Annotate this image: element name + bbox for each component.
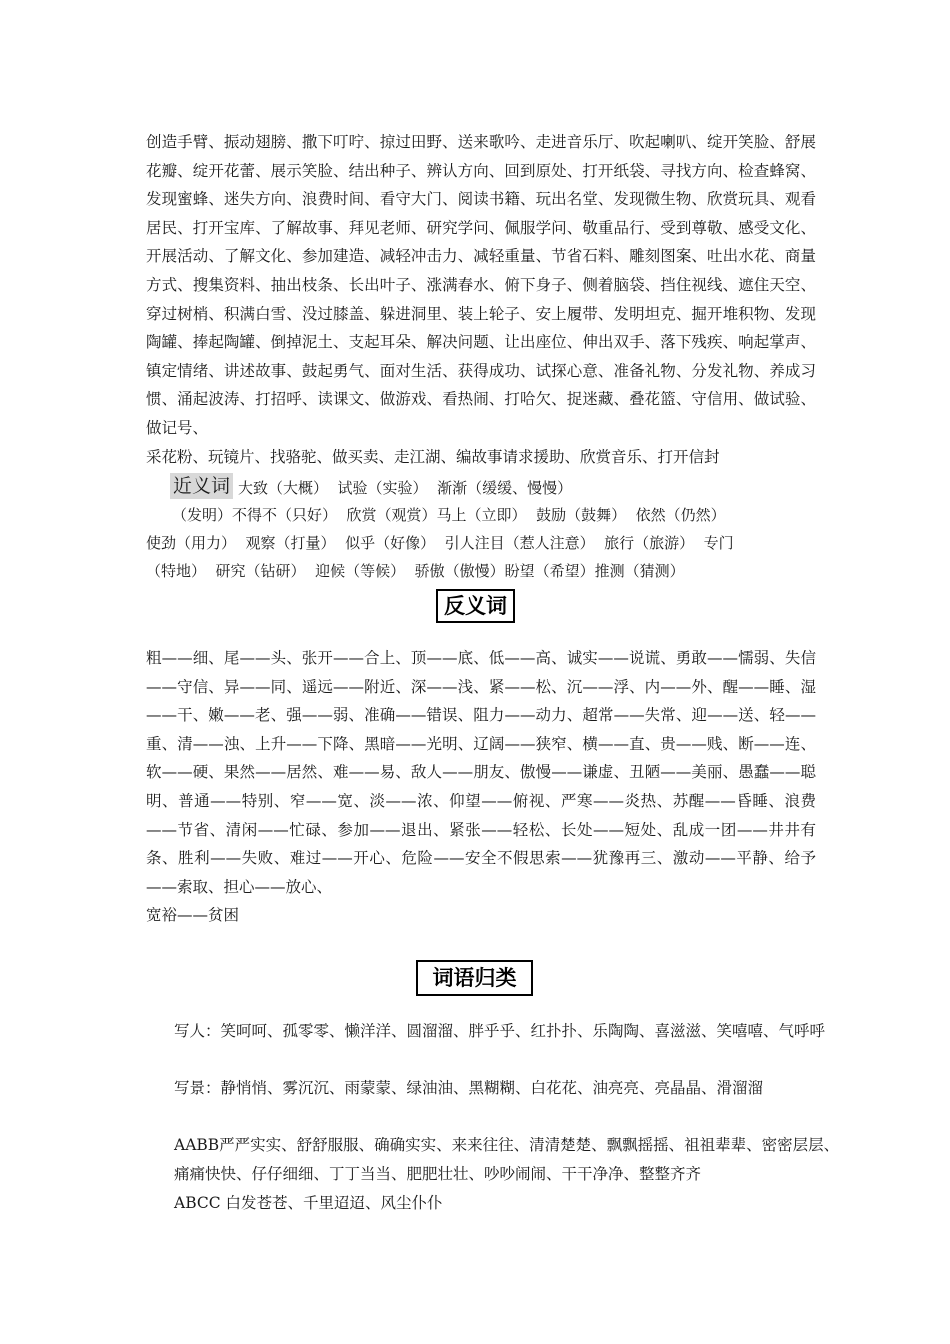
- synonyms-heading: 近义词: [170, 473, 233, 499]
- phrases-paragraph: [146, 128, 816, 471]
- synonyms-line-2: （发明）不得不（只好） 欣赏（观赏）马上（立即） 鼓励（鼓舞） 依然（仍然）: [172, 506, 726, 524]
- antonyms-text: 粗——细、尾——头、张开——合上、顶——底、低——高、诚实——说谎、勇敢——懦弱、失信——守信、异——同、遥远——附近、深——浅、紧——松、沉——浮、内——外、醒——睡、湿——干、嫩——老、强——弱、准确——错误、阻力——动力、超常——失常、迎——送、轻——重、清——浊、上升——下降、黑暗——光明、辽阔——狭窄、横——直、贵——贱、断——连、软——硬、果然——居然、难——易、敌人——朋友、傲慢——谦虚、丑陋——美丽、愚蠢——聪明、普通——特别、窄——宽、淡——浓、仰望——俯视、严寒——炎热、苏醒——昏睡、浪费——节省、清闲——忙碌、参加——退出、紧张——轻松、长处——短处、乱成一团——井井有条、胜利——失败、难过——开心、危险——安全不假思索——犹豫再三、激动——平静、给予——索取、担心——放心、: [146, 649, 816, 896]
- antonyms-heading: 反义词: [436, 589, 515, 623]
- antonyms-paragraph: [146, 644, 816, 930]
- categories-heading: 词语归类: [416, 960, 533, 996]
- synonyms-line-1: 大致（大概） 试验（实验） 渐渐（缓缓、慢慢）: [238, 479, 573, 497]
- phrases-text: 创造手臂、振动翅膀、撒下叮咛、掠过田野、送来歌吟、走进音乐厅、吹起喇叭、绽开笑脸、舒展花瓣、绽开花蕾、展示笑脸、结出种子、辨认方向、回到原处、打开纸袋、寻找方向、检查蜂窝、发现蜜蜂、迷失方向、浪费时间、看守大门、阅读书籍、玩出名堂、发现微生物、欣赏玩具、观看居民、打开宝库、了解故事、拜见老师、研究学问、佩服学问、敬重品行、受到尊敬、感受文化、开展活动、了解文化、参加建造、减轻冲击力、减轻重量、节省石料、雕刻图案、吐出水花、商量方式、搜集资料、抽出枝条、长出叶子、涨满春水、俯下身子、侧着脑袋、挡住视线、遮住天空、穿过树梢、积满白雪、没过膝盖、躲进洞里、装上轮子、安上履带、发明坦克、掘开堆积物、发现陶罐、捧起陶罐、倒掉泥土、支起耳朵、解决问题、让出座位、伸出双手、落下残疾、响起掌声、镇定情绪、讲述故事、鼓起勇气、面对生活、获得成功、试探心意、准备礼物、分发礼物、养成习惯、涌起波涛、打招呼、读课文、做游戏、看热闹、打哈欠、捉迷藏、叠花篮、守信用、做试验、做记号、: [146, 133, 816, 437]
- category-aabb: AABB严严实实、舒舒服服、确确实实、来来往往、清清楚楚、飘飘摇摇、祖祖辈辈、密密层层、痛痛快快、仔仔细细、丁丁当当、肥肥壮壮、吵吵闹闹、干干净净、整整齐齐: [174, 1136, 840, 1183]
- category-write-people: 写人：笑呵呵、孤零零、懒洋洋、圆溜溜、胖乎乎、红扑扑、乐陶陶、喜滋滋、笑嘻嘻、气呼呼: [174, 1022, 826, 1040]
- synonyms-line-3: 使劲（用力） 观察（打量） 似乎（好像） 引人注目（惹人注意） 旅行（旅游） 专门: [146, 534, 734, 552]
- phrases-last-line: 采花粉、玩镜片、找骆驼、做买卖、走江湖、编故事请求援助、欣赏音乐、打开信封: [146, 447, 720, 466]
- category-write-scenery: 写景：静悄悄、雾沉沉、雨蒙蒙、绿油油、黑糊糊、白花花、油亮亮、亮晶晶、滑溜溜: [174, 1079, 764, 1097]
- category-abcc: ABCC 白发苍苍、千里迢迢、风尘仆仆: [174, 1194, 443, 1212]
- synonyms-line-4: （特地） 研究（钻研） 迎候（等候） 骄傲（傲慢）盼望（希望）推测（猜测）: [146, 562, 685, 580]
- antonyms-last-line: 宽裕——贫困: [146, 906, 240, 925]
